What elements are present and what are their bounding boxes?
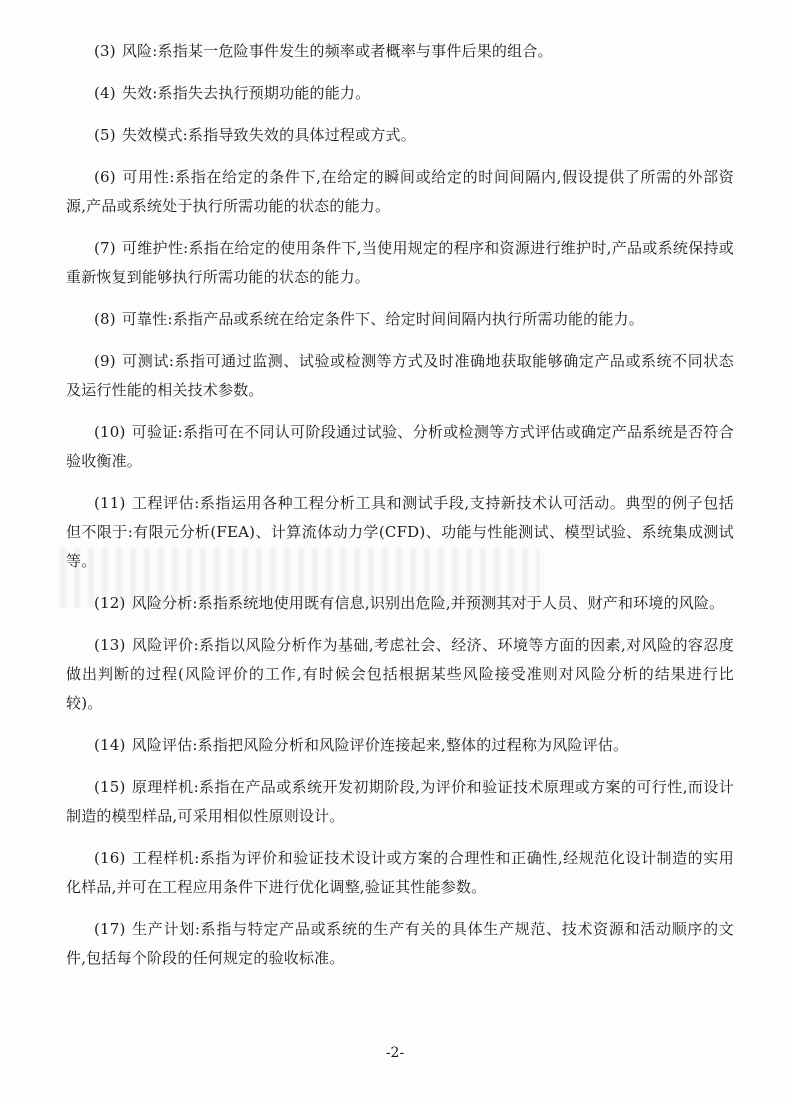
definition-item <box>66 773 734 831</box>
item-text: 风险评价:系指以风险分析作为基础,考虑社会、经济、环境等方面的因素,对风险的容忍度做出判断的过程(风险评价的工作,有时候会包括根据某些风险接受准则对风险分析的结果进行比较)。 <box>66 636 734 712</box>
definition-item <box>66 731 734 760</box>
item-number: (10) <box>94 423 126 441</box>
item-number: (5) <box>94 126 116 144</box>
definition-item <box>66 915 734 973</box>
item-number: (6) <box>94 168 116 186</box>
definition-item <box>66 305 734 334</box>
item-number: (15) <box>94 778 126 796</box>
definition-item <box>66 234 734 292</box>
definitions-list <box>66 37 734 986</box>
page-number: -2- <box>385 1045 405 1061</box>
item-text: 可用性:系指在给定的条件下,在给定的瞬间或给定的时间间隔内,假设提供了所需的外部资源,产品或系统处于执行所需功能的状态的能力。 <box>66 168 734 215</box>
item-text: 工程样机:系指为评价和验证技术设计或方案的合理性和正确性,经规范化设计制造的实用化样品,并可在工程应用条件下进行优化调整,验证其性能参数。 <box>66 849 734 896</box>
item-text: 可验证:系指可在不同认可阶段通过试验、分析或检测等方式评估或确定产品系统是否符合验收衡准。 <box>66 423 734 470</box>
item-text: 原理样机:系指在产品或系统开发初期阶段,为评价和验证技术原理或方案的可行性,而设计制造的模型样品,可采用相似性原则设计。 <box>66 778 734 825</box>
item-number: (17) <box>94 920 126 938</box>
item-text: 失效:系指失去执行预期功能的能力。 <box>121 84 371 102</box>
item-number: (7) <box>94 239 116 257</box>
item-number: (16) <box>94 849 126 867</box>
item-text: 工程评估:系指运用各种工程分析工具和测试手段,支持新技术认可活动。典型的例子包括但不限于:有限元分析(FEA)、计算流体动力学(CFD)、功能与性能测试、模型试验、系统集成测试等。 <box>66 494 734 570</box>
item-number: (12) <box>94 594 126 612</box>
item-number: (13) <box>94 636 126 654</box>
item-text: 失效模式:系指导致失效的具体过程或方式。 <box>121 126 416 144</box>
definition-item <box>66 79 734 108</box>
item-text: 可测试:系指可通过监测、试验或检测等方式及时准确地获取能够确定产品或系统不同状态及运行性能的相关技术参数。 <box>66 352 734 399</box>
definition-item <box>66 589 734 618</box>
definition-item <box>66 631 734 718</box>
definition-item <box>66 347 734 405</box>
item-number: (4) <box>94 84 116 102</box>
item-text: 风险:系指某一危险事件发生的频率或者概率与事件后果的组合。 <box>121 42 553 60</box>
definition-item <box>66 418 734 476</box>
item-text: 风险分析:系指系统地使用既有信息,识别出危险,并预测其对于人员、财产和环境的风险。 <box>131 594 725 612</box>
item-number: (3) <box>94 42 116 60</box>
item-number: (11) <box>94 494 126 512</box>
item-text: 生产计划:系指与特定产品或系统的生产有关的具体生产规范、技术资源和活动顺序的文件,包括每个阶段的任何规定的验收标准。 <box>66 920 734 967</box>
item-text: 风险评估:系指把风险分析和风险评价连接起来,整体的过程称为风险评估。 <box>131 736 629 754</box>
definition-item <box>66 844 734 902</box>
item-number: (8) <box>94 310 116 328</box>
definition-item <box>66 163 734 221</box>
item-number: (9) <box>94 352 116 370</box>
definition-item <box>66 37 734 66</box>
item-text: 可维护性:系指在给定的使用条件下,当使用规定的程序和资源进行维护时,产品或系统保持或重新恢复到能够执行所需功能的状态的能力。 <box>66 239 734 286</box>
item-text: 可靠性:系指产品或系统在给定条件下、给定时间间隔内执行所需功能的能力。 <box>121 310 644 328</box>
item-number: (14) <box>94 736 126 754</box>
definition-item <box>66 121 734 150</box>
definition-item <box>66 489 734 576</box>
